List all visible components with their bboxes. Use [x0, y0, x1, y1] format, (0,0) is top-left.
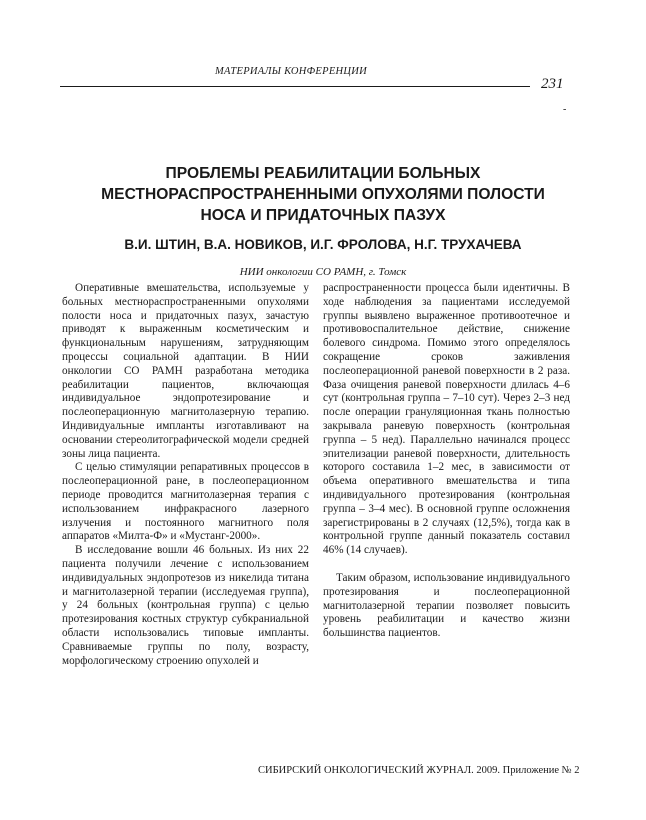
side-mark: -: [563, 104, 567, 115]
body-paragraph: Оперативные вмешательства, используемые у больных местнораспространенными опухолями полости носа и придаточных пазух, зачастую приводят к выраженным косметическим и функциональным нарушениям, затрудняющим процессы социальной адаптации. В НИИ онкологии СО РАМН разработана методика реабилитации пациентов, включающая индивидуальное эндопротезирование и послеоперационную магнитолазерную терапию. Индивидуальные импланты изготавливают на основании стереолитографической модели средней зоны лица пациента.: [62, 282, 309, 460]
title-line: НОСА И ПРИДАТОЧНЫХ ПАЗУХ: [200, 207, 446, 224]
body-paragraph: В исследование вошли 46 больных. Из них 22 пациента получили лечение с использованием индивидуальных эндопротезов из никелида титана и магнитолазерной терапии (исследуемая группа), у 24 больных (контрольная группа) с целью протезирования костных структур субкраниальной области использовались типовые импланты. Сравниваемые группы по полу, возрасту, морфологическому строению опухолей и: [62, 544, 309, 667]
left-column: [62, 282, 309, 668]
right-column: [323, 282, 570, 641]
body-paragraph: распространенности процесса были идентичны. В ходе наблюдения за пациентами исследуемой группы выявлено выраженное противоотечное и противовоспалительное действие, снижение болевого синдрома. Помимо этого определялось сокращение сроков заживления послеоперационной раневой поверхности в 2 раза. Фаза очищения раневой поверхности длилась 4–6 сут (контрольная группа – 7–10 сут). Через 2–3 нед после операции грануляционная ткань полностью закрывала раневую поверхность (контрольная группа – 5 нед). Параллельно начинался процесс эпителизации раневой поверхности, длительность которого составила 1–2 мес, в зависимости от объема оперативного вмешательства и типа индивидуального протезирования (контрольная группа – 3–4 мес). В основной группе осложнения зарегистрированы в 2 случаях (12,5%), тогда как в контрольной группе данный показатель составил 46% (14 случаев).: [323, 282, 570, 557]
body-paragraph: Таким образом, использование индивидуального протезирования и послеоперационной магнитолазерной терапии позволяет повысить уровень реабилитации и качество жизни большинства пациентов.: [323, 571, 570, 640]
page-number: 231: [541, 76, 564, 92]
running-title: МАТЕРИАЛЫ КОНФЕРЕНЦИИ: [215, 66, 368, 77]
article-authors: В.И. ШТИН, В.А. НОВИКОВ, И.Г. ФРОЛОВА, Н.Г. ТРУХАЧЕВА: [124, 237, 522, 252]
journal-footer: СИБИРСКИЙ ОНКОЛОГИЧЕСКИЙ ЖУРНАЛ. 2009. Приложение № 2: [258, 765, 580, 776]
title-line: МЕСТНОРАСПРОСТРАНЕННЫМИ ОПУХОЛЯМИ ПОЛОСТИ: [101, 186, 545, 203]
body-paragraph: С целью стимуляции репаративных процессов в послеоперационной ране, в послеоперационном периоде проводится магнитолазерная терапия с использованием инфракрасного лазерного излучения и постоянного магнитного поля аппаратов «Милта-Ф» и «Мустанг-2000».: [62, 461, 309, 543]
article-affiliation: НИИ онкологии СО РАМН, г. Томск: [239, 266, 407, 278]
article-title: [60, 163, 586, 226]
header-rule: [60, 86, 530, 87]
title-line: ПРОБЛЕМЫ РЕАБИЛИТАЦИИ БОЛЬНЫХ: [165, 165, 481, 182]
